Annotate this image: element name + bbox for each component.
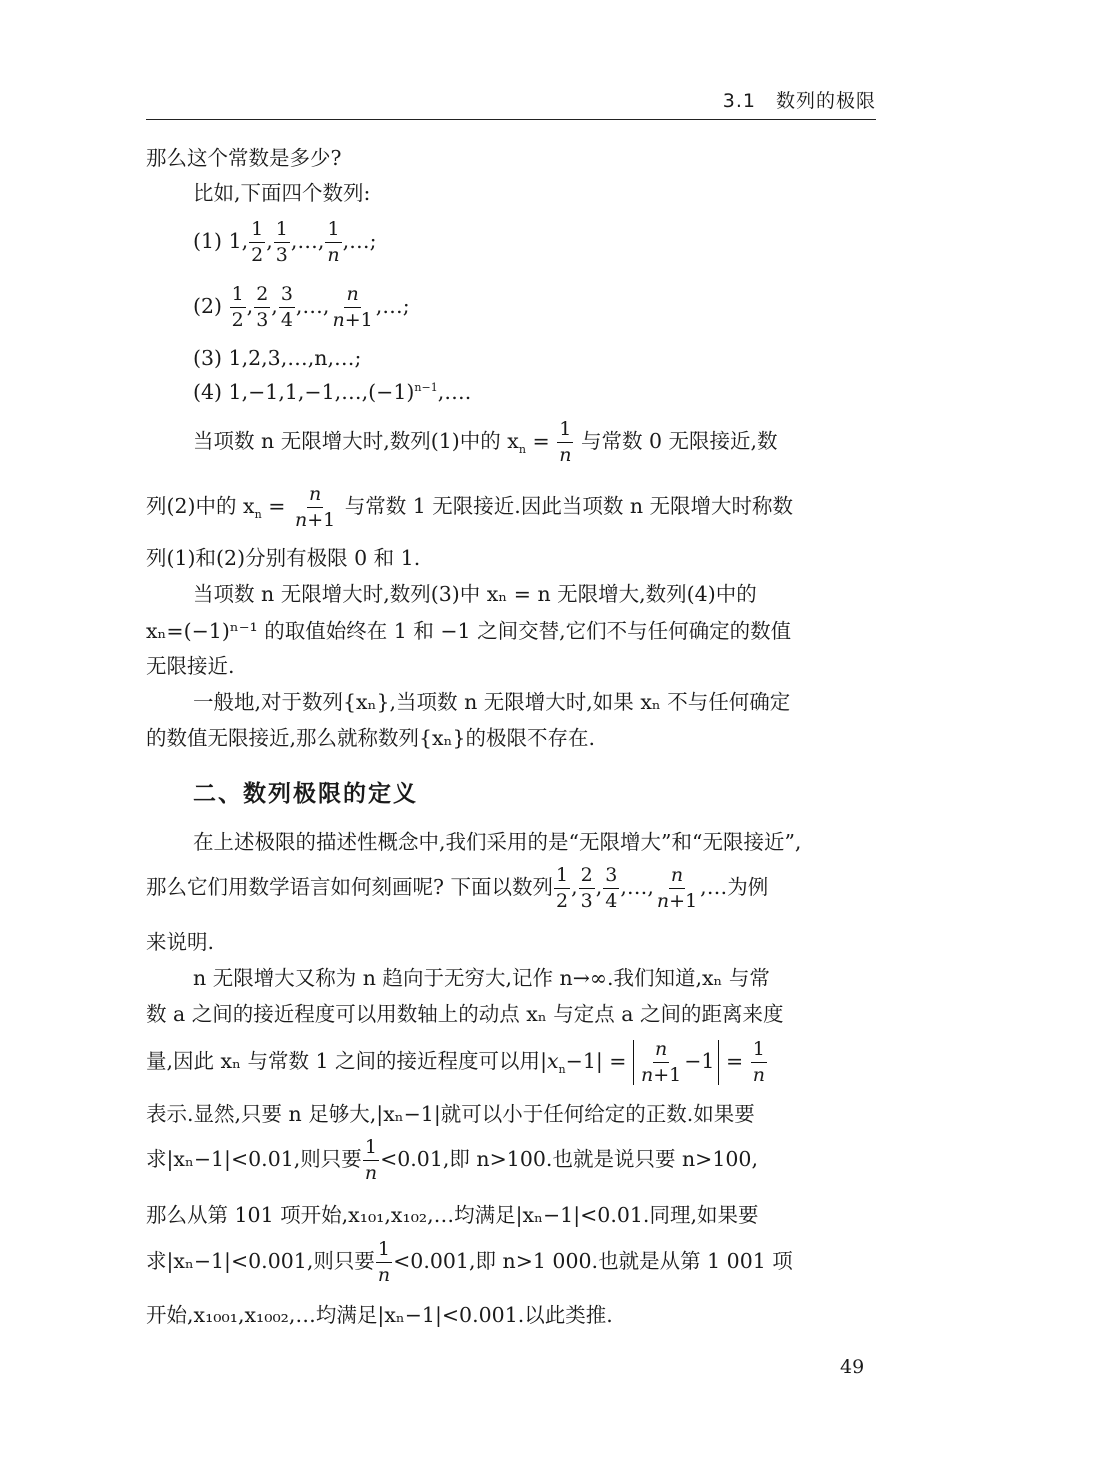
text-line: 列(2)中的 $x_n$ = $\frac{n}{n+1}$ 与常数 1 无限接近.因此当项数 n 无限增大时称数 [146,483,794,531]
header-rule [146,119,876,120]
text-line: xₙ=(−1)ⁿ⁻¹ 的取值始终在 1 和 −1 之间交替,它们不与任何确定的数值 [146,619,792,643]
text-line: 量,因此 xₙ 与常数 1 之间的接近程度可以用$|x_n-1|$ = $\frac{n}{n+1}$ −1 = $\frac{1}{n}$ [146,1038,765,1086]
page-number: 49 [840,1356,865,1378]
text-line: 当项数 n 无限增大时,数列(1)中的 $x_n$ = $\frac{1}{n}$ 与常数 0 无限接近,数 [193,418,778,466]
text-line: 开始,x₁₀₀₁,x₁₀₀₂,…均满足|xₙ−1|<0.001.以此类推. [146,1303,613,1327]
text-line: 列(1)和(2)分别有极限 0 和 1. [146,546,421,570]
text-line: 求|xₙ−1|<0.001,则只要 $\frac{1}{n}$ <0.001,即 n>1 000.也就是从第 1 001 项 [146,1238,793,1286]
text-line: 求|xₙ−1|<0.01,则只要 $\frac{1}{n}$ <0.01,即 n>100.也就是说只要 n>100, [146,1136,758,1184]
sequence-2: (2) $\frac{1}{2}$ , $\frac{2}{3}$ , $\frac{3}{4}$ ,…, $\frac{n}{n+1}$ ,…; [193,283,410,331]
text-line: 无限接近. [146,654,235,678]
text-line: 表示.显然,只要 n 足够大,|xₙ−1|就可以小于任何给定的正数.如果要 [146,1102,755,1126]
text-line: 那么从第 101 项开始,x₁₀₁,x₁₀₂,…均满足|xₙ−1|<0.01.同理,如果要 [146,1203,759,1227]
text-line: 在上述极限的描述性概念中,我们采用的是“无限增大”和“无限接近”, [193,830,802,854]
section-heading: 二、数列极限的定义 [193,781,418,807]
text-line: n 无限增大又称为 n 趋向于无穷大,记作 n→∞.我们知道,xₙ 与常 [193,966,770,990]
text-line: 一般地,对于数列{xₙ},当项数 n 无限增大时,如果 xₙ 不与任何确定 [193,690,791,714]
text-line: 数 a 之间的接近程度可以用数轴上的动点 xₙ 与定点 a 之间的距离来度 [146,1002,784,1026]
sequence-4: (4) $1,-1,1,-1,\dots,(-1)^{n-1},\dots$. [193,380,472,404]
text-line: 那么它们用数学语言如何刻画呢? 下面以数列 $\frac{1}{2}$ , $\frac{2}{3}$ , $\frac{3}{4}$ ,…, $\frac{n}{n+1}$ ,…为例 [146,864,769,912]
text-line: 那么这个常数是多少? [146,146,342,170]
running-header: 3.1 数列的极限 [722,90,876,112]
text-line: 比如,下面四个数列: [193,181,371,205]
sequence-3: (3) 1,2,3,…,n,…; [193,346,362,370]
text-line: 来说明. [146,930,215,954]
text-line: 的数值无限接近,那么就称数列{xₙ}的极限不存在. [146,726,596,750]
sequence-1: (1) 1, $\frac{1}{2}$ , $\frac{1}{3}$ ,…, $\frac{1}{n}$ ,…; [193,218,377,266]
text-line: 当项数 n 无限增大时,数列(3)中 xₙ = n 无限增大,数列(4)中的 [193,582,757,606]
